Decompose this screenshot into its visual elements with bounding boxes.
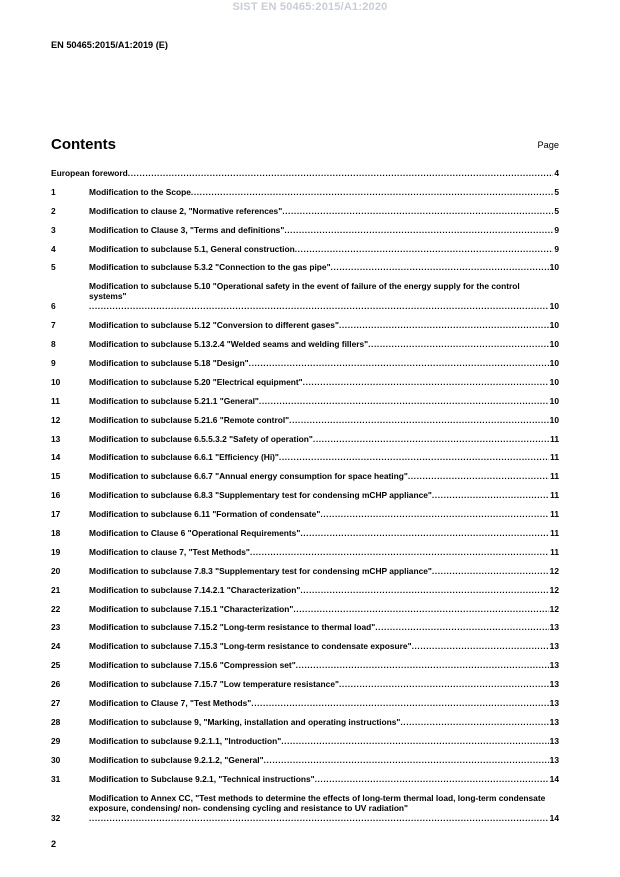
toc-entry-title: Modification to subclause 5.21.6 "Remote control" — [89, 414, 290, 425]
toc-entry[interactable] — [51, 396, 559, 406]
dot-leader — [331, 262, 549, 272]
toc-entry-title: Modification to subclause 7.15.1 "Characterization" — [89, 603, 294, 614]
toc-entry-number: 18 — [51, 528, 61, 539]
toc-entry-title: Modification to subclause 7.8.3 "Supplementary test for condensing mCHP appliance" — [89, 565, 432, 576]
dot-leader — [320, 509, 549, 519]
toc-entry[interactable] — [51, 528, 559, 538]
toc-entry-page: 5 — [554, 186, 559, 197]
dot-leader — [368, 339, 549, 349]
toc-entry-page: 4 — [554, 168, 559, 178]
dot-leader — [296, 660, 549, 670]
dot-leader — [339, 320, 549, 330]
toc-entry-page: 11 — [550, 509, 559, 520]
toc-entry[interactable] — [51, 604, 559, 614]
dot-leader — [432, 490, 549, 500]
toc-entry-title: Modification to subclause 5.21.1 "General" — [89, 395, 259, 406]
toc-entry[interactable] — [51, 187, 559, 197]
toc-entry-title: Modification to Annex CC, "Test methods to determine the effects of long-term thermal load, long-term condensate exposure, condensing/ non- condensing cycling and resistance to UV radiation" — [89, 792, 546, 813]
toc-entry[interactable] — [51, 622, 559, 632]
toc-entry-title: Modification to subclause 6.11 "Formation of condensate" — [89, 509, 321, 520]
watermark: SIST EN 50465:2015/A1:2020 — [232, 1, 388, 13]
toc-entry[interactable] — [51, 774, 559, 784]
toc-entry[interactable] — [51, 736, 559, 746]
toc-entry-page: 10 — [549, 358, 559, 369]
dot-leader — [293, 604, 548, 614]
toc-entry-number: 20 — [51, 565, 61, 576]
toc-entry-number: 9 — [51, 358, 56, 369]
toc-entry-page: 13 — [549, 698, 559, 709]
toc-entry[interactable] — [51, 377, 559, 387]
page-column-label: Page — [537, 140, 559, 150]
toc-entry-number: 7 — [51, 320, 56, 331]
toc-entry[interactable] — [51, 641, 559, 651]
toc-entry[interactable] — [51, 679, 559, 689]
toc-entry-page: 10 — [549, 395, 559, 406]
toc-entry-title: Modification to subclause 7.15.6 "Compression set" — [89, 660, 296, 671]
dot-leader — [315, 774, 549, 784]
toc-entry-title: Modification to Clause 6 "Operational Requirements" — [89, 528, 301, 539]
toc-entry-number: 8 — [51, 339, 56, 350]
toc-entry[interactable] — [51, 755, 559, 765]
toc-entry-number: 24 — [51, 641, 61, 652]
toc-entry-title: Modification to subclause 9, "Marking, installation and operating instructions" — [89, 716, 401, 727]
toc-entry[interactable] — [51, 490, 559, 500]
toc-entry-page: 13 — [549, 735, 559, 746]
dot-leader — [251, 698, 548, 708]
toc-entry-number: 6 — [51, 301, 56, 312]
toc-entry-page: 13 — [549, 660, 559, 671]
dot-leader — [400, 717, 548, 727]
toc-entry-number: 1 — [51, 186, 56, 197]
dot-leader — [259, 396, 549, 406]
toc-entry[interactable] — [51, 566, 559, 576]
toc-entry[interactable] — [51, 452, 559, 462]
toc-entry-page: 13 — [549, 716, 559, 727]
toc-entry-title: Modification to subclause 7.15.3 "Long-term resistance to condensate exposure" — [89, 641, 412, 652]
toc-entry-title: Modification to subclause 7.15.7 "Low temperature resistance" — [89, 679, 339, 690]
page-number: 2 — [51, 839, 57, 849]
toc-entry-page: 9 — [554, 224, 559, 235]
toc-entry[interactable] — [51, 358, 559, 368]
toc-entry[interactable] — [51, 415, 559, 425]
dot-leader — [303, 377, 549, 387]
toc-entry-title: Modification to subclause 5.20 "Electrical equipment" — [89, 376, 303, 387]
toc-entry-title: Modification to subclause 5.12 "Conversion to different gases" — [89, 320, 339, 331]
toc-entry[interactable] — [51, 320, 559, 330]
toc-entry[interactable] — [51, 698, 559, 708]
dot-leader — [128, 168, 554, 178]
toc-entry-title: Modification to subclause 5.3.2 "Connection to the gas pipe" — [89, 262, 331, 273]
dot-leader — [300, 528, 549, 538]
dot-leader — [264, 755, 549, 765]
toc-entry-title: Modification to subclause 9.2.1.1, "Introduction" — [89, 735, 282, 746]
toc-entry-number: 4 — [51, 243, 56, 254]
toc-entry-title: Modification to clause 7, "Test Methods" — [89, 546, 250, 557]
toc-entry-number: 3 — [51, 224, 56, 235]
toc-entry[interactable] — [51, 262, 559, 272]
dot-leader — [289, 415, 549, 425]
toc-entry-number: 13 — [51, 433, 61, 444]
dot-leader — [279, 452, 549, 462]
toc-entry[interactable] — [51, 281, 559, 311]
toc-entry[interactable] — [51, 509, 559, 519]
toc-entry-page: 12 — [549, 584, 559, 595]
toc-entry-title: Modification to subclause 6.6.1 "Efficiency (Hi)" — [89, 452, 279, 463]
toc-entry-title: European foreword — [51, 168, 128, 178]
toc-entry-page: 13 — [549, 622, 559, 633]
toc-entry-number: 27 — [51, 698, 61, 709]
toc-entry-page: 10 — [549, 339, 559, 350]
dot-leader — [375, 622, 548, 632]
toc-entry[interactable] — [51, 660, 559, 670]
toc-entry-number: 31 — [51, 773, 61, 784]
toc-entry-page: 11 — [550, 452, 559, 463]
toc-entry-page: 10 — [549, 376, 559, 387]
toc-entry-title: Modification to Clause 3, "Terms and definitions" — [89, 224, 285, 235]
toc-entry-number: 23 — [51, 622, 61, 633]
dot-leader — [284, 225, 553, 235]
dot-leader — [250, 547, 549, 557]
dot-leader — [191, 187, 553, 197]
toc-entry-number: 10 — [51, 376, 61, 387]
toc-entry-title: Modification to the Scope — [89, 186, 191, 197]
toc-entry[interactable] — [51, 206, 559, 216]
toc-entry-number: 22 — [51, 603, 61, 614]
toc-entry-title: Modification to subclause 6.5.5.3.2 "Safety of operation" — [89, 433, 313, 444]
toc-entry-number: 28 — [51, 716, 61, 727]
dot-leader — [300, 585, 548, 595]
toc-entry-page: 13 — [549, 754, 559, 765]
toc-entry[interactable] — [51, 793, 559, 823]
toc-entry[interactable] — [51, 168, 559, 178]
toc-entry-number: 26 — [51, 679, 61, 690]
dot-leader — [432, 566, 549, 576]
toc-entry-number: 29 — [51, 735, 61, 746]
toc-entry-title: Modification to subclause 7.14.2.1 "Characterization" — [89, 584, 301, 595]
toc-entry[interactable] — [51, 471, 559, 481]
toc-entry-page: 13 — [549, 641, 559, 652]
toc-entry-number: 12 — [51, 414, 61, 425]
toc-entry-page: 14 — [549, 773, 559, 784]
toc-entry-number: 30 — [51, 754, 61, 765]
toc-entry-number: 32 — [51, 812, 61, 823]
document-id: EN 50465:2015/A1:2019 (E) — [51, 40, 168, 50]
toc-entry-title: Modification to subclause 6.6.7 "Annual energy consumption for space heating" — [89, 471, 408, 482]
toc-entry-page: 11 — [550, 546, 559, 557]
dot-leader — [249, 358, 549, 368]
toc-entry-number: 21 — [51, 584, 61, 595]
toc-entry[interactable] — [51, 547, 559, 557]
toc-entry-page: 9 — [554, 243, 559, 254]
toc-entry-number: 19 — [51, 546, 61, 557]
toc-entry-page: 13 — [549, 679, 559, 690]
toc-entry-title: Modification to Subclause 9.2.1, "Technical instructions" — [89, 773, 315, 784]
toc-entry-number: 25 — [51, 660, 61, 671]
toc-entry-page: 12 — [549, 603, 559, 614]
toc-entry-number: 15 — [51, 471, 61, 482]
toc-entry-title: Modification to subclause 5.10 "Operational safety in the event of failure of the energy supply for the control systems" — [89, 281, 520, 302]
dot-leader — [313, 434, 549, 444]
toc-entry[interactable] — [51, 434, 559, 444]
toc-entry[interactable] — [51, 717, 559, 727]
toc-entry-page: 10 — [549, 414, 559, 425]
toc-entry-title: Modification to subclause 5.1, General construction — [89, 243, 295, 254]
toc-entry-page: 11 — [550, 433, 559, 444]
toc-entry-page: 11 — [550, 528, 559, 539]
dot-leader — [281, 736, 548, 746]
toc-entry-page: 10 — [549, 262, 559, 273]
toc-entry-page: 12 — [549, 565, 559, 576]
toc-entry-title: Modification to subclause 6.8.3 "Supplementary test for condensing mCHP appliance" — [89, 490, 432, 501]
dot-leader — [408, 471, 549, 481]
dot-leader — [282, 206, 553, 216]
contents-title: Contents — [51, 136, 116, 153]
toc-entry-page: 10 — [549, 301, 559, 312]
dot-leader — [412, 641, 549, 651]
toc-entry[interactable] — [51, 585, 559, 595]
toc-entry-number: 5 — [51, 262, 56, 273]
toc-entry[interactable] — [51, 225, 559, 235]
dot-leader — [89, 301, 549, 311]
toc-entry-number: 11 — [51, 395, 60, 406]
toc-entry-number: 14 — [51, 452, 61, 463]
table-of-contents — [51, 168, 559, 831]
toc-entry-page: 11 — [550, 490, 559, 501]
toc-entry-page: 10 — [549, 320, 559, 331]
toc-entry-number: 2 — [51, 205, 56, 216]
toc-entry-page: 14 — [549, 812, 559, 823]
toc-entry-title: Modification to subclause 5.13.2.4 "Welded seams and welding fillers" — [89, 339, 369, 350]
dot-leader — [89, 813, 549, 823]
toc-entry-page: 11 — [550, 471, 559, 482]
toc-entry-title: Modification to subclause 5.18 "Design" — [89, 358, 249, 369]
dot-leader — [295, 244, 554, 254]
toc-entry-title: Modification to Clause 7, "Test Methods" — [89, 698, 252, 709]
toc-entry[interactable] — [51, 339, 559, 349]
toc-entry[interactable] — [51, 244, 559, 254]
toc-entry-title: Modification to clause 2, "Normative references" — [89, 205, 283, 216]
toc-entry-title: Modification to subclause 9.2.1.2, "General" — [89, 754, 264, 765]
toc-entry-title: Modification to subclause 7.15.2 "Long-term resistance to thermal load" — [89, 622, 376, 633]
toc-entry-page: 5 — [554, 205, 559, 216]
toc-entry-number: 16 — [51, 490, 61, 501]
toc-entry-number: 17 — [51, 509, 61, 520]
dot-leader — [339, 679, 549, 689]
